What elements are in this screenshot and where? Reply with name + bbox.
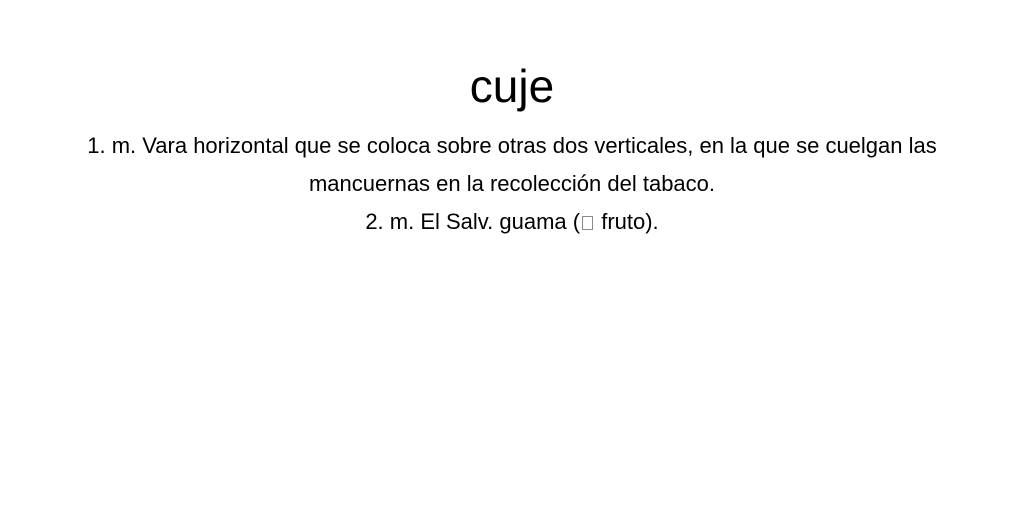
definitions-list: [60, 127, 964, 241]
sense-1: 1. m. Vara horizontal que se coloca sobre otras dos verticales, en la que se cuelgan las mancuernas en la recolección del tabaco.: [87, 133, 937, 196]
sense-2-suffix: fruto).: [595, 209, 659, 234]
headword: cuje: [469, 60, 555, 112]
cross-reference-icon: [582, 216, 593, 230]
sense-2: [60, 203, 964, 241]
sense-2-prefix: 2. m. El Salv. guama (: [365, 209, 581, 234]
